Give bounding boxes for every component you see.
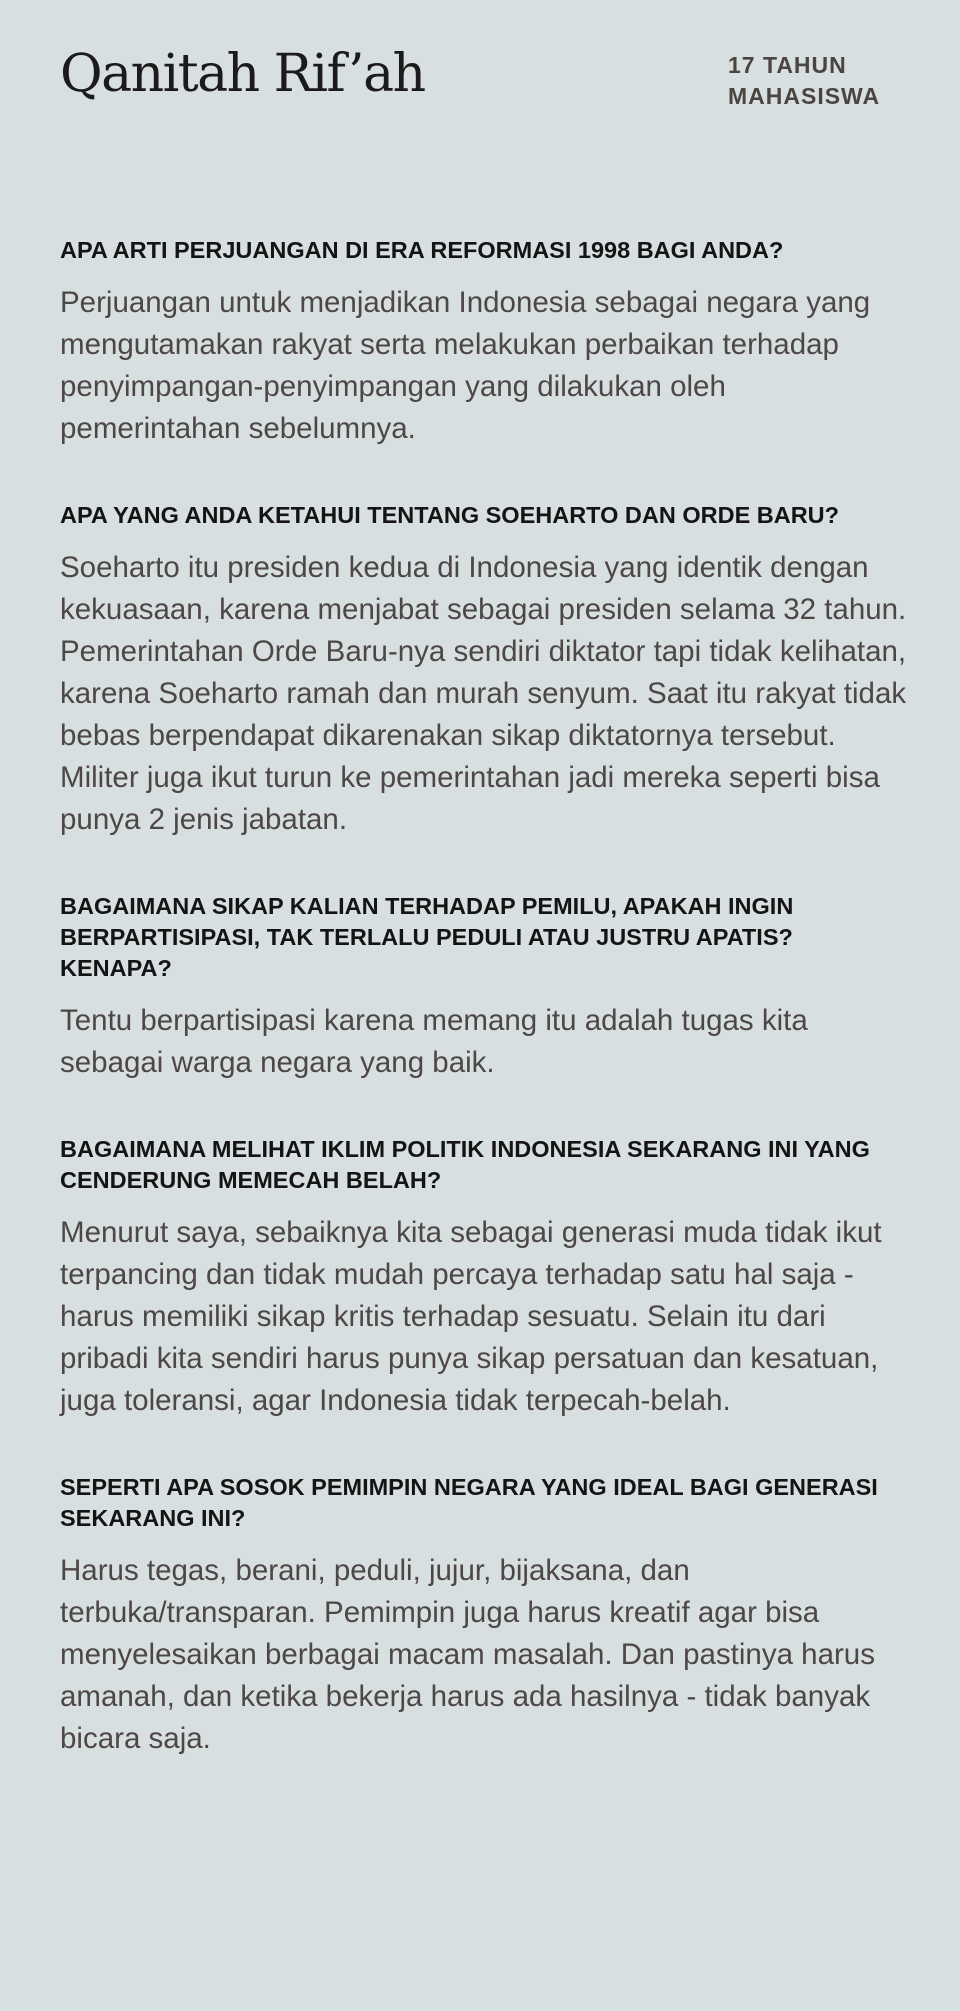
interviewee-name: Qanitah Rif’ah: [60, 44, 425, 104]
answer-5: Harus tegas, berani, peduli, jujur, bijaksana, dan terbuka/transparan. Pemimpin juga harus kreatif agar bisa menyelesaikan berbagai macam masalah. Dan pastinya harus amanah, dan ketika bekerja harus ada hasilnya - tidak banyak bicara saja.: [60, 1554, 875, 1755]
answer-3: Tentu berpartisipasi karena memang itu adalah tugas kita sebagai warga negara yang baik.: [60, 1004, 808, 1079]
interviewee-meta: [728, 50, 904, 112]
qa-list: [60, 235, 910, 1810]
answer-4: Menurut saya, sebaiknya kita sebagai generasi muda tidak ikut terpancing dan tidak mudah percaya terhadap satu hal saja - harus memiliki sikap kritis terhadap sesuatu. Selain itu dari pribadi kita sendiri harus punya sikap persatuan dan kesatuan, juga toleransi, agar Indonesia tidak terpecah-belah.: [60, 1216, 882, 1417]
qa-item-4: [60, 1134, 910, 1422]
question-2: APA YANG ANDA KETAHUI TENTANG SOEHARTO DAN ORDE BARU?: [60, 502, 840, 528]
profile-header: [60, 40, 904, 120]
answer-1: Perjuangan untuk menjadikan Indonesia sebagai negara yang mengutamakan rakyat serta melakukan perbaikan terhadap penyimpangan-penyimpangan yang dilakukan oleh pemerintahan sebelumnya.: [60, 286, 871, 445]
interviewee-age: 17 TAHUN: [728, 52, 847, 78]
qa-item-5: [60, 1472, 910, 1760]
question-1: APA ARTI PERJUANGAN DI ERA REFORMASI 1998 BAGI ANDA?: [60, 237, 784, 263]
qa-item-3: [60, 891, 910, 1084]
answer-2: Soeharto itu presiden kedua di Indonesia yang identik dengan kekuasaan, karena menjabat sebagai presiden selama 32 tahun. Pemerintahan Orde Baru-nya sendiri diktator tapi tidak kelihatan, karena Soeharto ramah dan murah senyum. Saat itu rakyat tidak bebas berpendapat dikarenakan sikap diktatornya tersebut. Militer juga ikut turun ke pemerintahan jadi mereka seperti bisa punya 2 jenis jabatan.: [60, 551, 907, 836]
interviewee-occupation: MAHASISWA: [728, 83, 881, 109]
qa-item-1: [60, 235, 910, 450]
question-3: BAGAIMANA SIKAP KALIAN TERHADAP PEMILU, APAKAH INGIN BERPARTISIPASI, TAK TERLALU PEDULI ATAU JUSTRU APATIS? KENAPA?: [60, 893, 794, 981]
qa-item-2: [60, 500, 910, 841]
question-5: SEPERTI APA SOSOK PEMIMPIN NEGARA YANG IDEAL BAGI GENERASI SEKARANG INI?: [60, 1474, 878, 1531]
question-4: BAGAIMANA MELIHAT IKLIM POLITIK INDONESIA SEKARANG INI YANG CENDERUNG MEMECAH BELAH?: [60, 1136, 870, 1193]
